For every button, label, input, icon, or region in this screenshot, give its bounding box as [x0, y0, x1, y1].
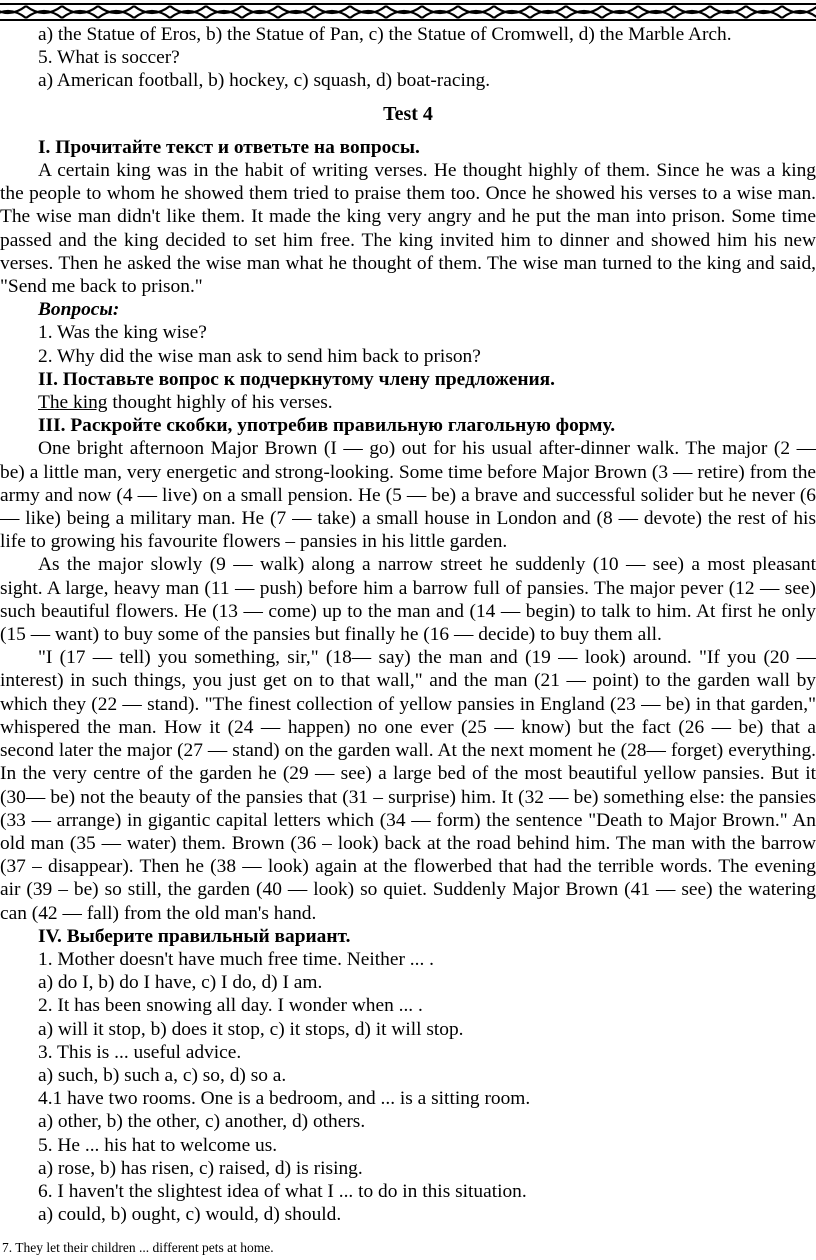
section-3-paragraph: One bright afternoon Major Brown (I — go) out for his usual after-dinner walk. The major (2 — be) a little man, very energetic and strong-looking. Some time before Major Brown (3 — retire) from the army and now (4 — live) on a small pension. He (5 — be) a brave and successful solider but he never (6 — like) being a military man. He (7 — take) a small house in London and (8 — devote) the rest of his life to growing his favourite flowers – pansies in his little garden.: [0, 438, 816, 553]
section-1-text: A certain king was in the habit of writing verses. He thought highly of them. Since he was a king the people to whom he showed them tried to praise them too. Once he showed his verses to a wise man. The wise man didn't like them. It made the king very angry and he put the man into prison. Some time passed and the king decided to set him free. The king invited him to dinner and showed him his new verses. Then he asked the wise man what he thought of them. The wise man turned to the king and said, "Send me back to prison.": [0, 160, 816, 298]
test-title: Test 4: [383, 102, 433, 125]
section-3-paragraph: As the major slowly (9 — walk) along a narrow street he suddenly (10 — see) a most pleasant sight. A large, heavy man (11 — push) before him a barrow full of pansies. The major pever (12 — see) such beautiful flowers. He (13 — come) up to the man and (14 — begin) to talk to him. At first he only (15 — want) to buy some of the pansies but finally he (16 — decide) to buy them all.: [0, 554, 816, 646]
question-5-options: a) American football, b) hockey, c) squash, d) boat-racing.: [38, 70, 491, 92]
exercise-item: 3. This is ... useful advice.: [38, 1041, 242, 1063]
footer-line: 7. They let their children ... different pets at home.: [2, 1240, 274, 1255]
section-4-heading: IV. Выберите правильный вариант.: [38, 925, 351, 947]
underlined-subject: The king: [38, 392, 108, 414]
exercise-options: a) other, b) the other, c) another, d) others.: [38, 1111, 366, 1133]
exercise-options: a) could, b) ought, c) would, d) should.: [38, 1204, 342, 1226]
exercise-options: a) do I, b) do I have, c) I do, d) I am.: [38, 972, 323, 994]
exercise-item: 1. Mother doesn't have much free time. Neither ... .: [38, 948, 435, 970]
exercise-item: 4.1 have two rooms. One is a bedroom, and ... is a sitting room.: [38, 1088, 531, 1110]
question-item: 2. Why did the wise man ask to send him back to prison?: [38, 345, 481, 367]
exercise-item: 5. He ... his hat to welcome us.: [38, 1134, 278, 1156]
section-1-text-block: [0, 159, 816, 298]
exercise-item: 2. It has been snowing all day. I wonder when ... .: [38, 995, 423, 1017]
question-4-options: a) the Statue of Eros, b) the Statue of Pan, c) the Statue of Cromwell, d) the Marble Arch.: [38, 24, 732, 45]
page-content: [0, 23, 816, 1226]
exercise-options: a) rose, b) has risen, c) raised, d) is rising.: [38, 1157, 363, 1179]
sentence-rest: thought highly of his verses.: [107, 392, 333, 414]
exercise-options: a) such, b) such a, c) so, d) so a.: [38, 1064, 287, 1086]
section-1-heading: I. Прочитайте текст и ответьте на вопросы.: [38, 136, 420, 158]
question-5: 5. What is soccer?: [38, 47, 180, 69]
section-3-paragraph: "I (17 — tell) you something, sir," (18— say) the man and (19 — look) around. "If you (20 — interest) in such things, you just get on to that wall," and the man (21 — point) to the garden wall by which they (22 — stand). "The finest collection of yellow pansies in England (23 — be) in that garden," whispered the man. How it (24 — happen) no one ever (25 — know) but the fact (26 — be) that a second later the major (27 — stand) on the garden wall. At the next moment he (28— forget) everything. In the very centre of the garden he (29 — see) a large bed of the most beautiful yellow pansies. But it (30— be) not the beauty of the pansies that (31 – surprise) him. It (32 — be) something else: the pansies (33 — arrange) in gigantic capital letters which (34 — form) the sentence "Death to Major Brown." An old man (35 — water) them. Brown (36 – look) back at the road behind him. The man with the barrow (37 – disappear). Then he (38 — look) again at the flowerbed that had the terrible words. The evening air (39 – be) so still, the garden (40 — look) so quiet. Suddenly Major Brown (41 — see) the watering can (42 — fall) from the old man's hand.: [0, 647, 816, 924]
questions-label: Вопросы:: [38, 299, 120, 321]
section-3-text-block: [0, 437, 816, 924]
exercise-item: 6. I haven't the slightest idea of what I ... to do in this situation.: [38, 1180, 527, 1202]
section-2-heading: II. Поставьте вопрос к подчеркнутому члену предложения.: [38, 368, 556, 390]
exercise-options: a) will it stop, b) does it stop, c) it stops, d) it will stop.: [38, 1018, 464, 1040]
question-item: 1. Was the king wise?: [38, 322, 207, 344]
section-2-sentence: [0, 391, 816, 414]
section-3-heading: III. Раскройте скобки, употребив правильную глагольную форму.: [38, 415, 616, 437]
